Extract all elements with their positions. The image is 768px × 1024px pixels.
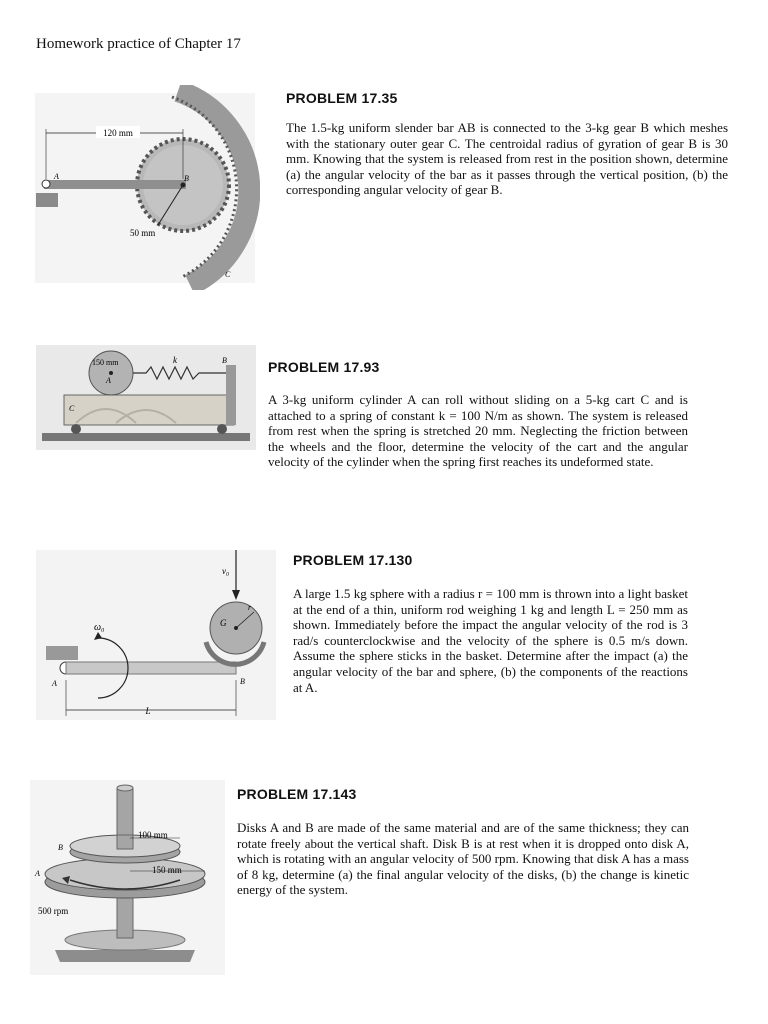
label-l: L [145, 706, 151, 716]
label-c: C [69, 404, 75, 413]
floor [42, 433, 250, 441]
label-100mm: 100 mm [138, 830, 168, 840]
figure-17-93 [36, 345, 256, 450]
base [55, 950, 195, 962]
problem-17-93-heading: PROBLEM 17.93 [268, 359, 380, 375]
label-g: G [220, 618, 227, 628]
label-500rpm: 500 rpm [38, 906, 69, 916]
figure-17-143 [30, 780, 225, 975]
label-50mm: 50 mm [130, 228, 156, 238]
wheel [217, 424, 227, 434]
label-a: A [52, 679, 57, 688]
problem-17-93-text: A 3-kg uniform cylinder A can roll without sliding on a 5-kg cart C and is attached to a spring of constant k = 100 N/m as shown. The system is released from rest when the spring is stretched 20 mm. Neglecting the friction between the wheels and the floor, determine the velocity of the cart and the angular velocity of the cylinder when the spring first reaches its undeformed state. [268, 392, 688, 470]
label-b: B [240, 677, 245, 686]
support-a [36, 193, 58, 207]
problem-17-35-heading: PROBLEM 17.35 [286, 90, 398, 106]
label-b: B [222, 356, 227, 365]
figure-17-130 [36, 550, 276, 720]
label-c: C [225, 270, 231, 279]
problem-17-143-heading: PROBLEM 17.143 [237, 786, 357, 802]
label-k: k [173, 355, 177, 365]
label-v0: v₀ [222, 566, 230, 576]
rod [66, 662, 236, 674]
label-a: A [106, 376, 111, 385]
problem-17-130-heading: PROBLEM 17.130 [293, 552, 413, 568]
pin-a [42, 180, 50, 188]
label-120mm: 120 mm [103, 128, 133, 138]
label-a: A [35, 869, 40, 878]
label-omega0: ω₀ [94, 622, 105, 633]
label-150mm: 150 mm [92, 358, 119, 367]
problem-17-130-text: A large 1.5 kg sphere with a radius r = 100 mm is thrown into a light basket at the end of a thin, uniform rod weighing 1 kg and length L = 250 mm as shown. Immediately before the impact the angular velocity of the rod is 3 rad/s counterclockwise and the velocity of the sphere is 0.5 m/s down. Assume the sphere sticks in the basket. Determine after the impact (a) the angular velocity of the bar and sphere, (b) the components of the reactions at A. [293, 586, 688, 695]
label-150mm: 150 mm [152, 865, 182, 875]
wheel [71, 424, 81, 434]
label-a: A [54, 172, 59, 181]
page-title: Homework practice of Chapter 17 [36, 36, 241, 52]
problem-17-35-text: The 1.5-kg uniform slender bar AB is connected to the 3-kg gear B which meshes with the stationary outer gear C. The centroidal radius of gyration of gear B is 30 mm. Knowing that the system is released from rest in the position shown, determine (a) the angular velocity of the bar as it passes through the vertical position, (b) the corresponding angular velocity of gear B. [286, 120, 728, 198]
label-r: r [248, 603, 252, 612]
problem-17-143-text: Disks A and B are made of the same material and are of the same thickness; they can rotate freely about the vertical shaft. Disk B is at rest when it is dropped onto disk A, which is rotating with an angular velocity of 500 rpm. Knowing that disk A has a mass of 8 kg, determine (a) the final angular velocity of the disks, (b) the change is kinetic energy of the system. [237, 820, 689, 898]
support-a [46, 646, 78, 660]
bar-ab [44, 180, 186, 189]
figure-17-35 [30, 85, 260, 290]
label-b: B [58, 843, 63, 852]
label-b: B [184, 174, 189, 183]
wall-b [226, 365, 236, 425]
